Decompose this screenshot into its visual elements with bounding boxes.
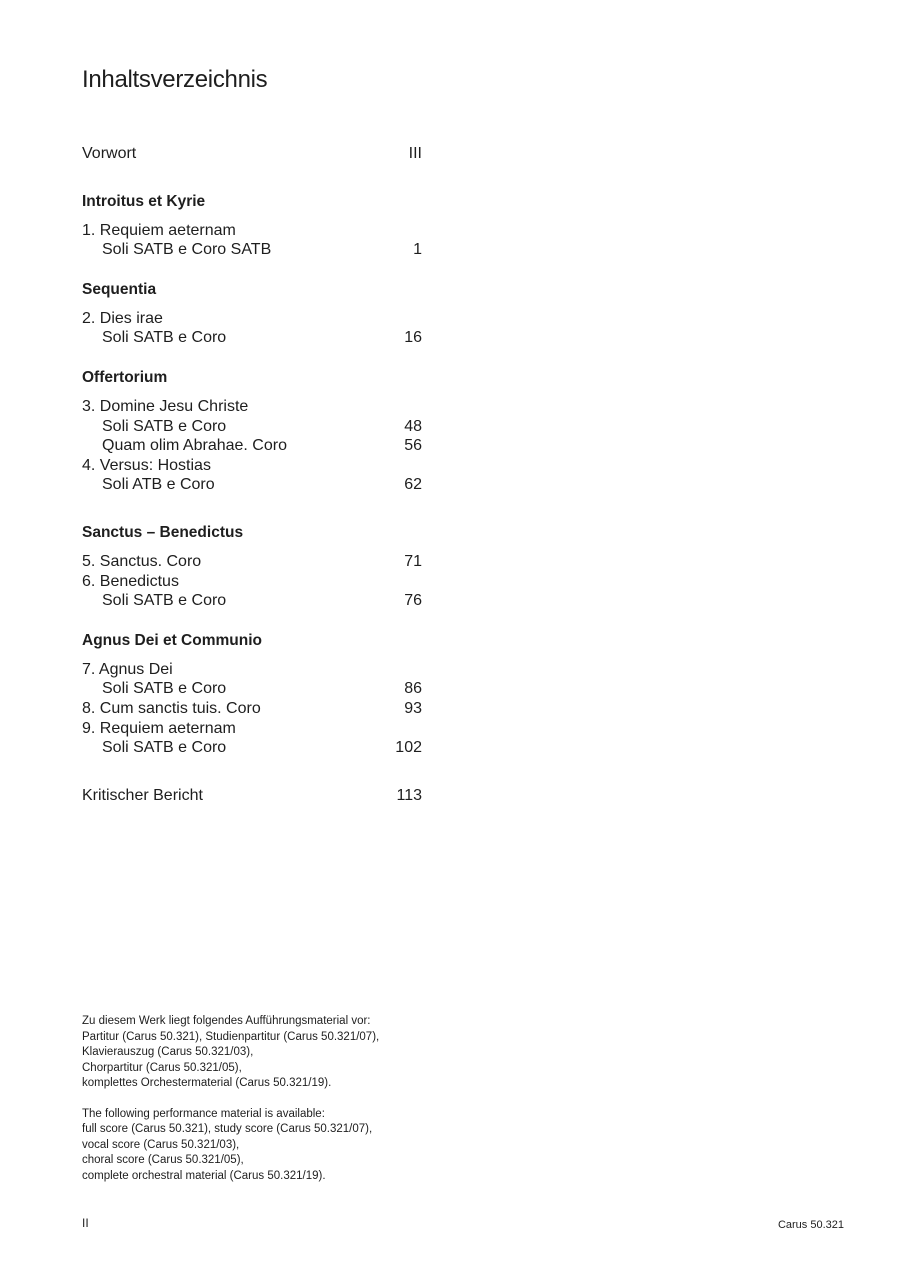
toc-label: 8. Cum sanctis tuis. Coro — [82, 699, 261, 717]
toc-label: Soli SATB e Coro SATB — [102, 241, 272, 259]
toc-row — [82, 397, 422, 417]
toc-label: Kritischer Bericht — [82, 786, 203, 804]
toc-label: Soli SATB e Coro — [102, 417, 227, 435]
toc-label: Soli ATB e Coro — [102, 476, 215, 494]
note-line: vocal score (Carus 50.321/03), — [82, 1138, 240, 1151]
note-line: Chorpartitur (Carus 50.321/05), — [82, 1061, 242, 1074]
toc-page-number: 56 — [404, 437, 422, 455]
toc-label: 2. Dies irae — [82, 309, 163, 327]
section-heading: Sequentia — [82, 280, 157, 298]
toc-row-kritischer-bericht — [82, 786, 422, 806]
toc-row — [82, 240, 422, 260]
note-line: Zu diesem Werk liegt folgendes Aufführungsmaterial vor: — [82, 1015, 371, 1027]
toc-label: Soli SATB e Coro — [102, 739, 227, 757]
toc-row-vorwort — [82, 144, 422, 164]
toc-label: 1. Requiem aeternam — [82, 221, 236, 239]
page-number: II — [82, 1216, 89, 1230]
toc-label: 6. Benedictus — [82, 572, 179, 590]
toc-row — [82, 679, 422, 699]
toc-row — [82, 738, 422, 758]
toc-row — [82, 417, 422, 437]
toc-label: Soli SATB e Coro — [102, 329, 227, 347]
page-title: Inhaltsverzeichnis — [82, 66, 268, 93]
toc-label: Soli SATB e Coro — [102, 680, 227, 698]
toc-page-number: 76 — [404, 592, 422, 610]
toc-row — [82, 436, 422, 456]
section-heading: Agnus Dei et Communio — [82, 631, 262, 649]
toc-row — [82, 699, 422, 719]
performance-material-notes — [82, 1014, 462, 1184]
toc-row — [82, 221, 422, 241]
note-line: Klavierauszug (Carus 50.321/03), — [82, 1046, 254, 1058]
toc-row — [82, 660, 422, 680]
toc-label: 9. Requiem aeternam — [82, 719, 236, 737]
toc-label: Quam olim Abrahae. Coro — [102, 437, 287, 455]
toc-page-number: 102 — [395, 739, 422, 757]
section-heading: Offertorium — [82, 368, 168, 386]
toc-page-number: 1 — [413, 241, 422, 259]
toc-page-number: 48 — [404, 417, 422, 435]
note-line: komplettes Orchestermaterial (Carus 50.321/19). — [82, 1077, 332, 1089]
section-heading: Introitus et Kyrie — [82, 192, 206, 210]
toc-page-number: 62 — [404, 476, 422, 494]
notes-english — [82, 1107, 462, 1185]
toc-label: 3. Domine Jesu Christe — [82, 397, 249, 415]
toc-label: Soli SATB e Coro — [102, 592, 227, 610]
toc-page-number: 86 — [404, 680, 422, 698]
toc-page-number: III — [408, 145, 422, 162]
toc-row — [82, 572, 422, 592]
toc-page-number: 113 — [396, 786, 422, 804]
toc-row — [82, 719, 422, 739]
toc-label: Vorwort — [82, 145, 137, 162]
catalog-number: Carus 50.321 — [777, 1219, 844, 1231]
toc-page-number: 71 — [404, 552, 422, 570]
note-line: Partitur (Carus 50.321), Studienpartitur (Carus 50.321/07), — [82, 1030, 380, 1043]
toc-label: 5. Sanctus. Coro — [82, 552, 202, 570]
toc-row — [82, 591, 422, 611]
toc-row — [82, 456, 422, 476]
note-line: The following performance material is available: — [82, 1107, 325, 1120]
toc-page-number: 16 — [404, 329, 422, 347]
toc-row — [82, 475, 422, 495]
table-of-contents — [82, 144, 422, 805]
toc-row — [82, 328, 422, 348]
note-line: complete orchestral material (Carus 50.321/19). — [82, 1169, 326, 1182]
toc-row — [82, 552, 422, 572]
notes-german — [82, 1014, 462, 1092]
note-line: choral score (Carus 50.321/05), — [82, 1154, 244, 1166]
toc-page-number: 93 — [404, 699, 422, 717]
section-heading: Sanctus – Benedictus — [82, 523, 244, 541]
toc-label: 4. Versus: Hostias — [82, 456, 211, 474]
note-line: full score (Carus 50.321), study score (Carus 50.321/07), — [82, 1123, 373, 1135]
toc-row — [82, 309, 422, 329]
toc-label: 7. Agnus Dei — [82, 660, 173, 678]
